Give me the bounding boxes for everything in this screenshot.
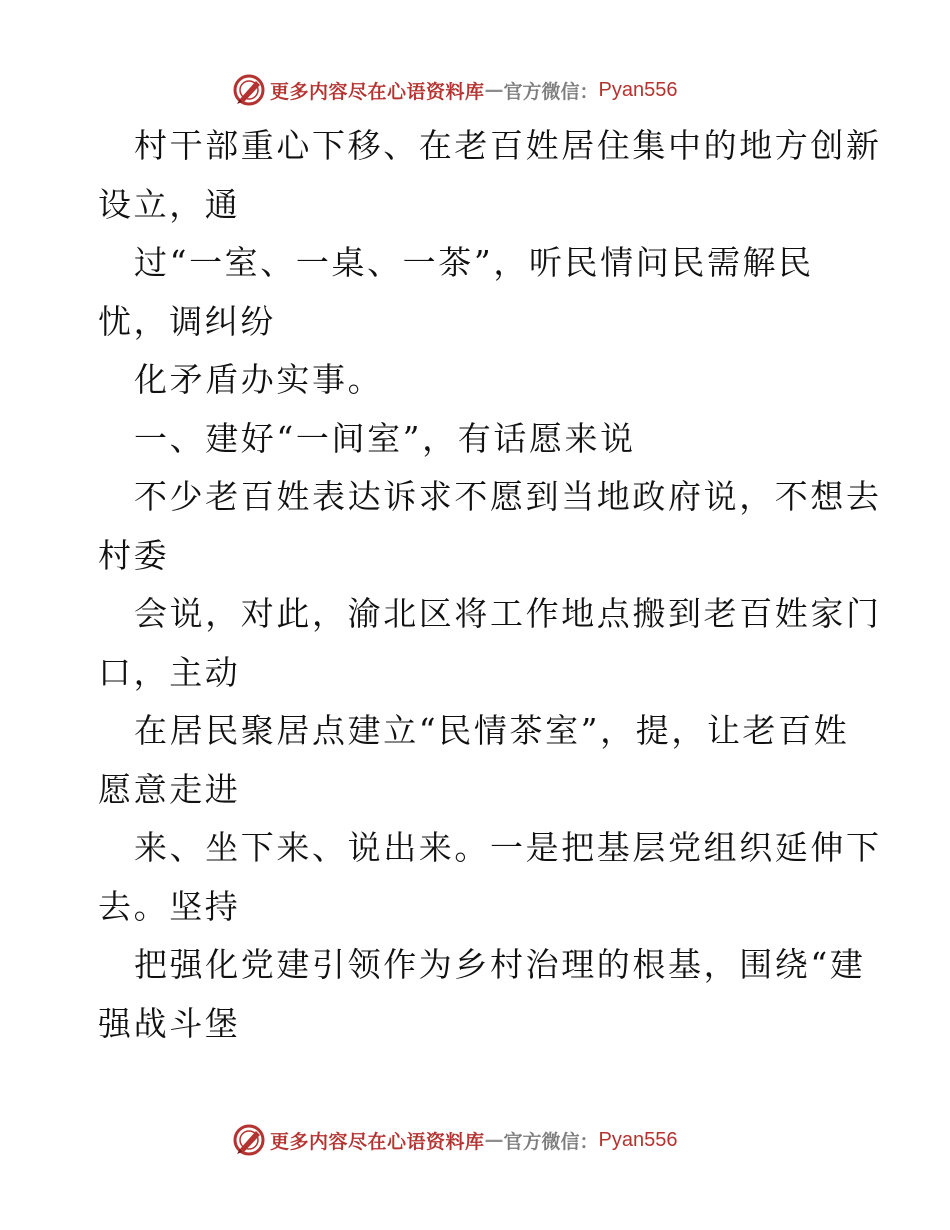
watermark-dash: —	[484, 79, 504, 101]
text-line: 忧，调纠纷	[98, 301, 276, 341]
watermark-wechat-id: Pyan556	[598, 1128, 678, 1151]
watermark-site-text: 更多内容尽在心语资料库	[270, 1130, 485, 1153]
pen-nib-logo-icon	[232, 1123, 266, 1157]
watermark-official-label: 官方微信：	[503, 1130, 599, 1153]
text-line: 愿意走进	[98, 769, 241, 809]
text-line: 口，主动	[98, 652, 241, 692]
text-line: 村干部重心下移、在老百姓居住集中的地方创新	[134, 126, 882, 165]
watermark-wechat-id: Pyan556	[598, 78, 678, 101]
text-line: 去。坚持	[98, 886, 241, 926]
text-line: 化矛盾办实事。	[134, 360, 384, 399]
text-line: 设立，通	[98, 184, 241, 224]
watermark-dash: —	[484, 1129, 504, 1151]
text-line: 村委	[98, 535, 170, 575]
text-line: 强战斗堡	[98, 1003, 241, 1043]
text-line: 会说，对此，渝北区将工作地点搬到老百姓家门	[134, 594, 882, 633]
text-line: 过“一室、一桌、一茶”，听民情问民需解民	[134, 243, 814, 282]
document-body	[98, 117, 882, 1053]
header-watermark	[232, 72, 678, 108]
section-heading: 一、建好“一间室”，有话愿来说	[134, 418, 636, 458]
text-line: 把强化党建引领作为乡村治理的根基，围绕“建	[134, 945, 866, 984]
watermark-official-label: 官方微信：	[503, 80, 599, 103]
text-line: 不少老百姓表达诉求不愿到当地政府说，不想去	[134, 477, 882, 516]
footer-watermark	[232, 1122, 678, 1158]
pen-nib-logo-icon	[232, 73, 266, 107]
watermark-site-text: 更多内容尽在心语资料库	[270, 80, 485, 103]
text-line: 来、坐下来、说出来。一是把基层党组织延伸下	[134, 828, 882, 867]
text-line: 在居民聚居点建立“民情茶室”，提，让老百姓	[134, 711, 850, 750]
